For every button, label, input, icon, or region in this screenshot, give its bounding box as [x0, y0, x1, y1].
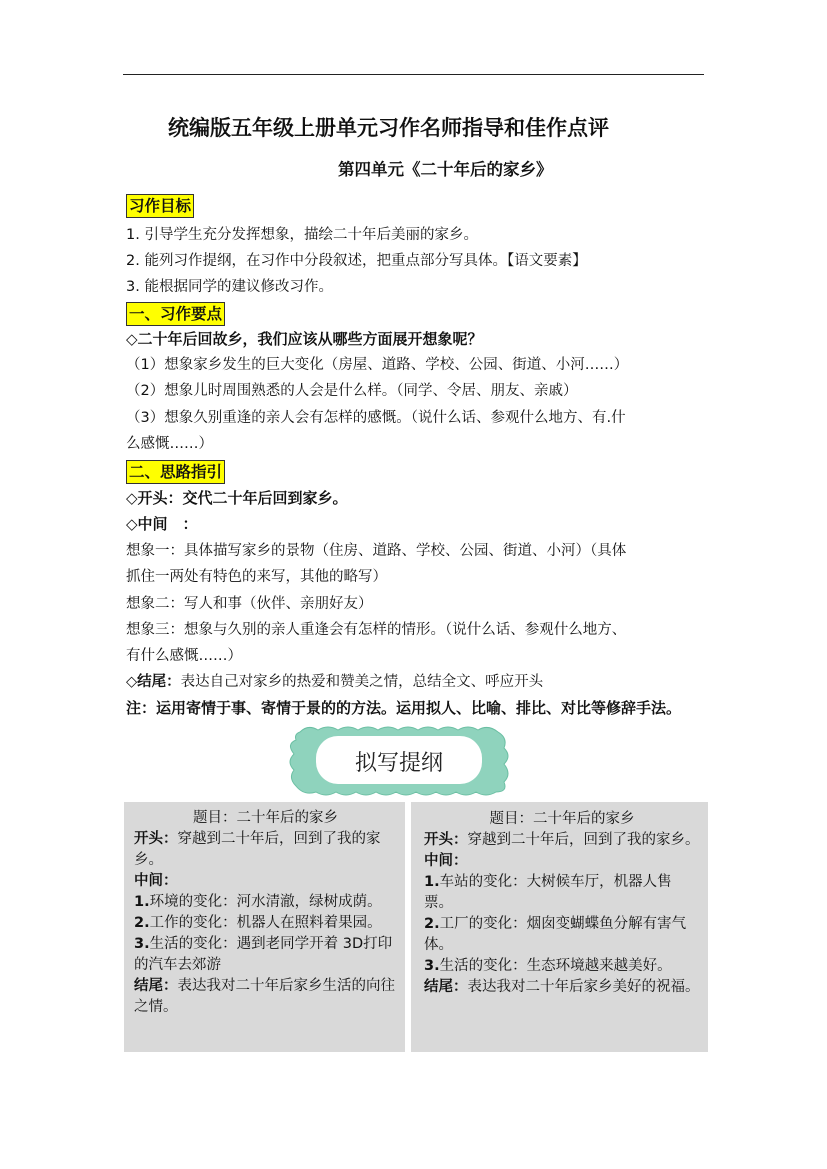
goal-item-3: 3. 能根据同学的建议修改习作。: [126, 279, 333, 295]
outline1-item-3-num: 3.: [134, 936, 150, 952]
ending-guide-text: 表达自己对家乡的热爱和赞美之情，总结全文、呼应开头: [180, 674, 544, 690]
outline1-item-1: [134, 892, 397, 913]
rhetoric-note: 注：运用寄情于事、寄情于景的的方法。运用拟人、比喻、排比、对比等修辞手法。: [126, 699, 682, 717]
outline2-ending-text: 表达我对二十年后家乡美好的祝福。: [467, 979, 700, 995]
outline-badge: [286, 724, 512, 798]
point-3-cont: 么感慨……）: [126, 436, 213, 452]
goals-label: 习作目标: [126, 194, 194, 218]
page-title: 统编版五年级上册单元习作名师指导和佳作点评: [168, 116, 609, 140]
outline1-item-2: [134, 913, 397, 934]
outline1-opening-text: 穿越到二十年后，回到了我的家乡。: [134, 831, 381, 868]
section1-label: 一、习作要点: [126, 302, 225, 326]
section1-heading: [126, 302, 225, 326]
imagine-3: 想象三：想象与久别的亲人重逢会有怎样的情形。（说什么话、参观什么地方、: [126, 622, 627, 638]
section2-heading: [126, 460, 225, 484]
outline1-item-1-num: 1.: [134, 894, 150, 910]
outline2-opening: [424, 830, 700, 851]
goal-item-2: 2. 能列习作提纲，在习作中分段叙述，把重点部分写具体。【语文要素】: [126, 253, 587, 269]
outline1-item-2-num: 2.: [134, 915, 150, 931]
point-2: （2）想象儿时周围熟悉的人会是什么样。（同学、令居、朋友、亲戚）: [126, 383, 578, 399]
outline1-opening-label: 开头：: [134, 831, 178, 847]
outline2-opening-label: 开头：: [424, 832, 468, 848]
outline2-item-2-text: 工厂的变化：烟囱变蝴蝶鱼分解有害气体。: [424, 916, 687, 953]
top-rule: [123, 74, 704, 75]
outline1-item-3-text: 生活的变化：遇到老同学开着 3D打印的汽车去郊游: [134, 936, 393, 973]
outline2-item-3: [424, 956, 700, 977]
goals-heading: [126, 194, 194, 218]
outline1-item-2-text: 工作的变化：机器人在照料着果园。: [149, 915, 382, 931]
outline2-opening-text: 穿越到二十年后，回到了我的家乡。: [467, 832, 700, 848]
outline2-middle-label: 中间：: [424, 853, 468, 869]
outline1-ending-text: 表达我对二十年后家乡生活的向往之情。: [134, 978, 395, 1015]
outline-box-2: [411, 802, 708, 1052]
imagine-1: 想象一：具体描写家乡的景物（住房、道路、学校、公园、街道、小河）（具体: [126, 543, 627, 559]
outline1-item-3: [134, 934, 397, 976]
outline1-title: 题目：二十年后的家乡: [193, 810, 338, 826]
ending-guide: [126, 672, 543, 692]
ending-guide-label: ◇结尾：: [126, 674, 181, 690]
outline1-item-1-text: 环境的变化：河水清澈，绿树成荫。: [149, 894, 382, 910]
outline2-item-1-num: 1.: [424, 874, 440, 890]
outline1-middle-label: 中间：: [134, 873, 178, 889]
outline1-ending-label: 结尾：: [134, 978, 178, 994]
badge-label: 拟写提纲: [354, 750, 443, 776]
outline2-item-2: [424, 914, 700, 956]
unit-subtitle: 第四单元《二十年后的家乡》: [338, 160, 553, 179]
imagine-3-cont: 有什么感慨……）: [126, 648, 242, 664]
imagine-2: 想象二：写人和事（伙伴、亲朋好友）: [126, 596, 373, 612]
outline2-item-1: [424, 872, 700, 914]
outline2-item-2-num: 2.: [424, 916, 440, 932]
point-3: （3）想象久别重逢的亲人会有怎样的感慨。（说什么话、参观什么地方、有.什: [126, 410, 626, 426]
outline1-ending: [134, 976, 397, 1018]
outline2-item-1-text: 车站的变化：大树候车厅，机器人售票。: [424, 874, 672, 911]
outline2-ending: [424, 977, 700, 998]
outline2-title: 题目：二十年后的家乡: [489, 811, 635, 827]
section2-label: 二、思路指引: [126, 460, 225, 484]
outline-box-1: [124, 802, 405, 1052]
opening-guide: ◇开头：交代二十年后回到家乡。: [126, 489, 348, 507]
outline1-opening: [134, 829, 397, 871]
outline2-ending-label: 结尾：: [424, 979, 468, 995]
point-1: （1）想象家乡发生的巨大变化（房屋、道路、学校、公园、街道、小河……）: [126, 357, 629, 373]
middle-guide: ◇中间 ：: [126, 515, 198, 533]
outline2-item-3-num: 3.: [424, 958, 440, 974]
goal-item-1: 1. 引导学生充分发挥想象，描绘二十年后美丽的家乡。: [126, 227, 478, 243]
outline2-item-3-text: 生活的变化：生态环境越来越美好。: [439, 958, 672, 974]
imagine-1-cont: 抓住一两处有特色的来写，其他的略写）: [126, 569, 387, 585]
section1-question: ◇二十年后回故乡，我们应该从哪些方面展开想象呢？: [126, 330, 483, 348]
